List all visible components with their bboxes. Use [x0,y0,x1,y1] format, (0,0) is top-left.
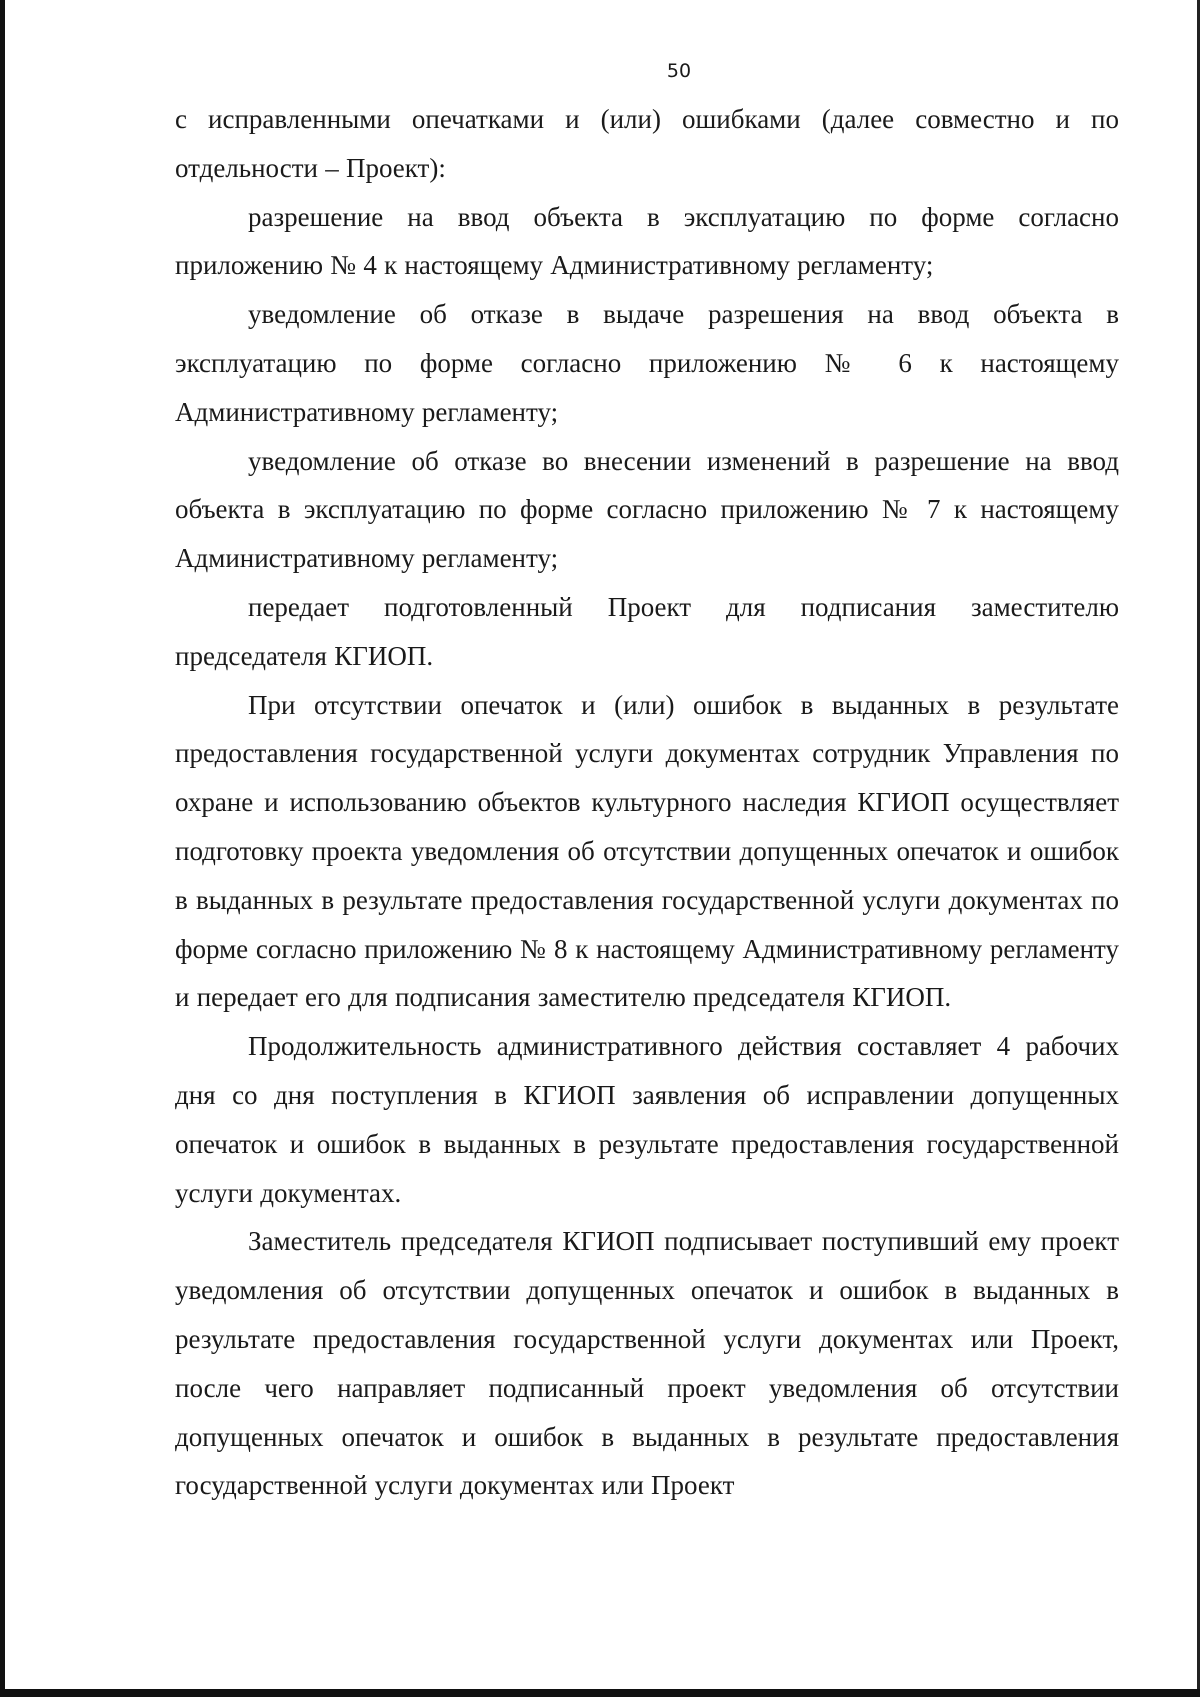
paragraph-refusal-changes-notice: уведомление об отказе во внесении изменений в разрешение на ввод объекта в эксплуатацию по форме согласно приложению № 7 к настоящему Административному регламенту; [175,445,1119,574]
paragraph-duration: Продолжительность административного действия составляет 4 рабочих дня со дня поступления в КГИОП заявления об исправлении допущенных опечаток и ошибок в выданных в результате предоставления государственной услуги документах. [175,1031,1119,1208]
page-number: 50 [666,60,692,82]
paragraph-transfer-for-signing: передает подготовленный Проект для подписания заместителю председателя КГИОП. [175,591,1119,671]
scan-border-left [0,0,5,1697]
paragraph-no-errors-procedure: При отсутствии опечаток и (или) ошибок в выданных в результате предоставления государственной услуги документах сотрудник Управления по охране и использованию объектов культурного наследия КГИОП осуществляет подготовку проекта уведомления об отсутствии допущенных опечаток и ошибок в выданных в результате предоставления государственной услуги документах по форме согласно приложению № 8 к настоящему Административному регламенту и передает его для подписания заместителю председателя КГИОП. [175,689,1119,1013]
paragraph-refusal-issue-notice: уведомление об отказе в выдаче разрешения на ввод объекта в эксплуатацию по форме согласно приложению № 6 к настоящему Административному регламенту; [175,299,1119,427]
scan-border-bottom [0,1689,1200,1697]
paragraph-deputy-signs: Заместитель председателя КГИОП подписывает поступивший ему проект уведомления об отсутствии допущенных опечаток и ошибок в выданных в результате предоставления государственной услуги документах или Проект, после чего направляет подписанный проект уведомления об отсутствии допущенных опечаток и ошибок в выданных в результате предоставления государственной услуги документах или Проект [175,1226,1119,1501]
paragraph-permit-form: разрешение на ввод объекта в эксплуатацию по форме согласно приложению № 4 к настоящему Административному регламенту; [175,201,1119,281]
document-body [175,95,1119,1510]
paragraph-continuation: с исправленными опечатками и (или) ошибками (далее совместно и по отдельности – Проект): [175,104,1119,183]
